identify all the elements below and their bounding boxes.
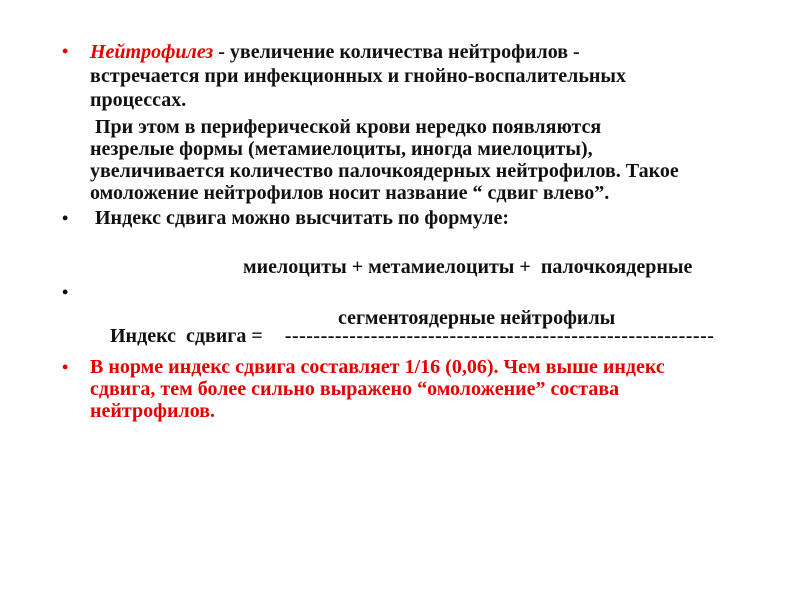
term-neutrophilia: Нейтрофилез — [90, 41, 214, 63]
text-line: В норме индекс сдвига составляет 1/16 (0,06). Чем выше индекс — [90, 356, 665, 378]
text-line: нейтрофилов. — [90, 400, 215, 422]
text-line: омоложение нейтрофилов носит название “ сдвиг влево”. — [90, 182, 610, 204]
text-line — [90, 40, 626, 64]
bullet-marker: • — [62, 208, 69, 228]
text-line-rest: - увеличение количества нейтрофилов - — [213, 41, 580, 63]
paragraph-peripheral-blood — [90, 116, 679, 204]
text-line: незрелые формы (метамиелоциты, иногда миелоциты), — [90, 138, 593, 160]
formula-label: Индекс сдвига = — [110, 325, 263, 347]
text-line: При этом в периферической крови нередко появляются — [90, 116, 602, 138]
text-line: Индекс сдвига можно высчитать по формуле: — [90, 207, 509, 229]
text-line: сдвига, тем более сильно выражено “омоложение” состава — [90, 378, 620, 400]
bullet-item-neutrophilia — [62, 40, 627, 112]
bullet-marker: • — [62, 357, 69, 377]
formula-fraction-line: ------------------------------------------------------------ — [284, 325, 715, 347]
bullet-item-shift-index-intro — [62, 207, 509, 229]
formula-denominator: сегментоядерные нейтрофилы — [338, 307, 616, 329]
bullet-marker: • — [62, 282, 69, 302]
text-line: увеличивается количество палочкоядерных нейтрофилов. Такое — [90, 160, 679, 182]
formula-numerator: миелоциты + метамиелоциты + палочкоядерные — [243, 256, 693, 278]
bullet-marker: • — [62, 41, 69, 61]
bullet-item-norm-note — [62, 356, 665, 422]
text-line: процессах. — [90, 89, 187, 111]
text-line: встречается при инфекционных и гнойно-воспалительных — [90, 65, 627, 87]
